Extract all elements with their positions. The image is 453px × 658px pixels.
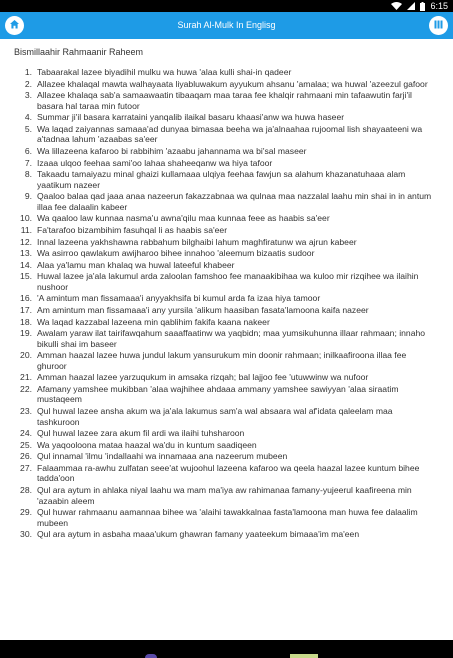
verse-item [20, 507, 433, 528]
app-bar [0, 12, 453, 39]
nav-hint-left [145, 654, 157, 658]
verse-number: 22. [20, 383, 32, 394]
verse-number: 30. [20, 529, 32, 540]
verse-item [24, 169, 433, 190]
verse-number: 8. [24, 169, 32, 180]
verse-number: 17. [20, 305, 32, 315]
content-area[interactable] [0, 39, 453, 640]
verse-text: Falaammaa ra-awhu zulfatan seee'at wujoohul lazeena kafaroo wa qeela haazal lazee kuntum bihee tadda'oon [37, 462, 420, 484]
verse-text: Qul huwal lazee zara akum fil ardi wa ilaihi tuhsharoon [37, 428, 245, 439]
verse-text: 'A amintum man fissamaaa'i anyyakhsifa bi kumul arda fa izaa hiya tamoor [37, 293, 321, 304]
verse-text: Alaa ya'lamu man khalaq wa huwal lateeful khabeer [37, 259, 235, 270]
verse-item [24, 112, 433, 123]
verse-text: Amman haazal lazee yarzuqukum in amsaka rizqah; bal lajjoo fee 'utuwwinw wa nufoor [37, 372, 369, 383]
verse-item [20, 372, 433, 383]
verse-item [20, 428, 433, 439]
wifi-icon [391, 2, 402, 10]
verse-number: 26. [20, 451, 32, 462]
verse-text: Allazee khalaqal mawta walhayaata liyabluwakum ayyukum ahsanu 'amalaa; wa huwal 'azeezul gafoor [37, 78, 428, 89]
verse-number: 20. [20, 350, 32, 361]
verse-number: 18. [20, 316, 32, 327]
verse-text: Amman haazal lazee huwa jundul lakum yansurukum min doonir rahmaan; inilkaafiroona illaa fee ghuroor [37, 350, 407, 371]
verse-text: Afamany yamshee mukibban 'alaa wajhihee ahdaaa ammany yamshee sawiyyan 'alaa siraatim mustaqeem [37, 383, 399, 405]
verse-text: Wa lillazeena kafaroo bi rabbihim 'azaabu jahannama wa bi'sal maseer [37, 145, 307, 156]
verse-text: Fa'tarafoo bizambihim fasuhqal li as haabis sa'eer [37, 224, 228, 235]
verse-text: Wa laqad kazzabal lazeena min qablihim fakifa kaana nakeer [37, 316, 270, 327]
battery-icon [420, 2, 425, 11]
verse-number: 27. [20, 462, 32, 473]
menu-icon [433, 17, 444, 35]
verse-number: 24. [20, 428, 32, 439]
surah-heading: Bismillaahir Rahmaanir Raheem [14, 47, 144, 57]
verse-item [20, 383, 433, 405]
verse-item [20, 328, 433, 349]
verse-text: Qul ara aytum in asbaha maaa'ukum ghawran famany yaateekum bimaaa'im ma'een [37, 529, 360, 540]
menu-button[interactable] [429, 16, 448, 35]
verse-number: 16. [20, 293, 32, 304]
navigation-bar [0, 640, 453, 658]
verse-item [20, 259, 433, 271]
verse-text: Qul ara aytum in ahlaka niyal laahu wa mam ma'iya aw rahimanaa famany-yujeerul kaafireena min 'azaabin aleem [37, 485, 412, 506]
verse-item [20, 350, 433, 371]
verse-item [24, 145, 433, 157]
verse-list [0, 67, 453, 541]
verse-item [20, 406, 433, 427]
verse-item [20, 529, 433, 540]
verse-item [20, 451, 433, 462]
verse-item [24, 67, 433, 78]
verse-item [20, 462, 433, 484]
verse-number: 15. [20, 271, 32, 282]
signal-icon [407, 2, 415, 10]
verse-item [20, 439, 433, 451]
verse-text: Tabaarakal lazee biyadihil mulku wa huwa 'alaa kulli shai-in qadeer [37, 67, 292, 77]
verse-item [24, 90, 433, 111]
verse-number: 7. [24, 157, 32, 168]
verse-number: 25. [20, 439, 32, 450]
verse-item [20, 236, 433, 248]
verse-number: 19. [20, 328, 32, 339]
verse-text: Qul innamal 'ilmu 'indallaahi wa innamaaa ana nazeerum mubeen [37, 451, 288, 462]
verse-item [24, 123, 433, 145]
verse-number: 21. [20, 372, 32, 383]
verse-text: Summar ji'il basara karrataini yanqalib ilaikal basaru khaasi'anw wa huwa haseer [37, 112, 345, 123]
verse-number: 12. [20, 236, 32, 247]
verse-text: Qaaloo balaa qad jaaa anaa nazeerun fakazzabnaa wa qulnaa maa nazzalal laahu min shai in in antum illaa fee dalaalin kabeer [37, 191, 432, 212]
verse-text: Allazee khalaqa sab'a samaawaatin tibaaqam maa taraa fee khalqir rahmaani min tafaawutin farji'il basara hal taraa min futoor [37, 90, 412, 111]
verse-text: Wa asirroo qawlakum awijharoo bihee innahoo 'aleemum bizaatis sudoor [37, 248, 315, 259]
verse-item [20, 271, 433, 292]
status-bar [0, 0, 453, 12]
verse-text: Am amintum man fissamaaa'i any yursila 'alikum haasiban fasata'lamoona kaifa nazeer [37, 305, 369, 315]
verse-text: Takaadu tamaiyazu minal ghaizi kullamaaa ulqiya feehaa fawjun sa alahum khazanatuhaaa alam yaatikum nazeer [37, 169, 406, 190]
verse-text: Izaaa ulqoo feehaa sami'oo lahaa shaheeqanw wa hiya tafoor [37, 157, 273, 168]
page-title: Surah Al-Mulk In Englisg [177, 20, 276, 30]
verse-item [20, 293, 433, 304]
verse-text: Awalam yaraw ilat tairifawqahum saaaffaatinw wa yaqbidn; maa yumsikuhunna illaar rahmaan; innaho bikulli shai im baseer [37, 328, 426, 349]
verse-text: Huwal lazee ja'ala lakumul arda zaloolan famshoo fee manaakibihaa wa kuloo mir rizqihee wa ilaihin nushoor [37, 271, 419, 292]
verse-number: 1. [24, 67, 32, 77]
verse-number: 6. [24, 145, 32, 156]
verse-number: 2. [24, 78, 32, 89]
verse-number: 5. [24, 123, 32, 134]
verse-item [20, 224, 433, 236]
status-time: 6:15 [430, 1, 448, 11]
verse-number: 9. [24, 191, 32, 202]
verse-item [20, 248, 433, 259]
verse-item [20, 316, 433, 328]
verse-number: 14. [20, 259, 32, 270]
verse-item [24, 191, 433, 212]
verse-number: 29. [20, 507, 32, 518]
verse-text: Wa qaaloo law kunnaa nasma'u awna'qilu maa kunnaa feee as haabis sa'eer [37, 213, 330, 224]
nav-hint-right [290, 654, 318, 658]
verse-number: 28. [20, 485, 32, 496]
verse-text: Innal lazeena yakhshawna rabbahum bilghaibi lahum maghfiratunw wa ajrun kabeer [37, 236, 357, 247]
verse-item [20, 213, 433, 224]
verse-number: 4. [24, 112, 32, 123]
verse-text: Qul huwar rahmaanu aamannaa bihee wa 'alaihi tawakkalnaa fasta'lamoona man huwa fee dalaalim mubeen [37, 507, 418, 528]
verse-number: 11. [20, 224, 32, 235]
verse-text: Wa yaqooloona mataa haazal wa'du in kuntum saadiqeen [37, 439, 257, 450]
verse-number: 23. [20, 406, 32, 417]
status-icons [391, 1, 453, 11]
verse-item [24, 78, 433, 90]
verse-number: 10. [20, 213, 32, 224]
verse-number: 13. [20, 248, 32, 259]
verse-item [20, 485, 433, 506]
verse-item [20, 305, 433, 316]
verse-item [24, 157, 433, 169]
verse-text: Qul huwal lazee ansha akum wa ja'ala lakumus sam'a wal absaara wal af'idata qaleelam maa tashkuroon [37, 406, 393, 427]
verse-text: Wa laqad zaiyannas samaaa'ad dunyaa bimasaa beeha wa ja'alnaahaa rujoomal lish shayaateeni wa a'tadnaa lahum 'azaabas sa'eer [37, 123, 423, 145]
verse-number: 3. [24, 90, 32, 101]
